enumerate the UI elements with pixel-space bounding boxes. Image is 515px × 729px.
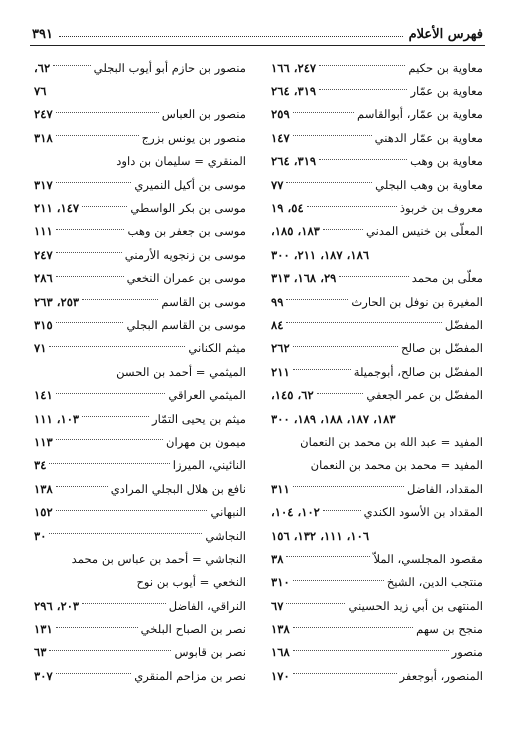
index-entry: [271, 617, 483, 640]
leader-dots: [323, 510, 361, 511]
leader-dots: [319, 89, 407, 90]
entry-name: الميثمي العراقي: [168, 388, 246, 403]
entry-name: المنتهى بن أبي زيد الحسيني: [348, 598, 483, 613]
leader-dots: [293, 369, 351, 370]
entry-pages: ١٣١: [34, 622, 53, 637]
entry-name: المنقري = سليمان بن داود: [116, 154, 246, 169]
index-entry: [271, 664, 483, 687]
index-entry: [34, 173, 246, 196]
entry-pages: ٣١٥: [34, 317, 53, 332]
index-entry: [271, 500, 483, 523]
entry-pages: ١١١: [34, 224, 53, 239]
entry-name: المفضّل بن صالح: [401, 341, 483, 356]
index-entry: [34, 150, 246, 173]
index-entry: [34, 126, 246, 149]
leader-dots: [49, 346, 185, 347]
entry-name: نصر بن الصباح البلخي: [140, 622, 246, 637]
entry-pages: ٦٢، ١٤٥،: [271, 388, 314, 403]
leader-dots: [286, 322, 441, 323]
index-entry: [271, 196, 483, 219]
leader-dots: [56, 252, 122, 253]
leader-dots: [286, 556, 370, 557]
entry-name: النراقي، الفاضل: [168, 598, 246, 613]
leader-dots: [317, 393, 364, 394]
entry-name: موسى بن زنجويه الأرمني: [124, 247, 246, 262]
index-entry: [34, 56, 246, 79]
index-entry: [34, 547, 246, 570]
leader-dots: [82, 603, 166, 604]
leader-dots: [56, 135, 139, 136]
entry-pages: ٢١١: [271, 364, 290, 379]
entry-name: مقصود المجلسي، الملاّ: [373, 551, 483, 566]
entry-name: المنصور، أبوجعفر: [399, 668, 483, 683]
entry-name: المعلّى بن خنيس المدني: [365, 224, 483, 239]
entry-name: موسى بن أكيل النميري: [134, 177, 246, 192]
index-entry: [34, 407, 246, 430]
entry-pages: ٩٩: [271, 294, 284, 309]
leader-dots: [293, 112, 354, 113]
entry-pages: ١٤١: [34, 388, 53, 403]
entry-pages: ٦٢،: [34, 60, 51, 75]
index-entry: [34, 290, 246, 313]
leader-dots: [323, 229, 363, 230]
entry-name: المفضّل: [444, 317, 483, 332]
entry-pages: ٣١٩، ٢٦٤: [271, 154, 317, 169]
index-entry: [34, 641, 246, 664]
entry-name: ميثم الكناني: [188, 341, 246, 356]
index-entry: [271, 103, 483, 126]
entry-pages: ٢٤٧: [34, 107, 53, 122]
index-entry: [34, 383, 246, 406]
entry-name: منصور بن العباس: [161, 107, 246, 122]
entry-name: منصور بن حازم أبو أيوب البجلي: [93, 60, 246, 75]
entry-name: الميثمي = أحمد بن الحسن: [116, 364, 246, 379]
entry-pages: ١٠٢، ١٠٤،: [271, 505, 320, 520]
leader-dots: [49, 533, 202, 534]
index-entry: [271, 126, 483, 149]
index-entry: [34, 103, 246, 126]
index-entry: [34, 360, 246, 383]
index-entry: [34, 524, 246, 547]
index-entry: [271, 290, 483, 313]
leader-dots: [56, 673, 132, 674]
leader-dots: [293, 627, 413, 628]
leader-dots: [56, 112, 159, 113]
index-entry: [34, 571, 246, 594]
leader-dots: [319, 65, 405, 66]
leader-dots: [56, 393, 166, 394]
entry-pages: ٧٧: [271, 177, 284, 192]
leader-dots: [293, 673, 397, 674]
entry-name: النبهاني: [210, 505, 246, 520]
entry-pages: ٦٣: [34, 645, 47, 660]
entry-pages: ٣١٧: [34, 177, 53, 192]
entry-name: موسى بن بكر الواسطي: [130, 201, 246, 216]
leader-dots: [49, 650, 171, 651]
index-entry: [34, 617, 246, 640]
leader-dots: [56, 322, 124, 323]
entry-pages: ٣٠٧: [34, 668, 53, 683]
index-entry: [34, 454, 246, 477]
entry-pages: ١٧٠: [271, 668, 290, 683]
entry-name: موسى بن جعفر بن وهب: [127, 224, 246, 239]
entry-name: موسى بن القاسم: [161, 294, 246, 309]
entry-name: المقداد بن الأسود الكندي: [363, 505, 483, 520]
index-column-left: [34, 56, 246, 688]
index-entry: [271, 79, 483, 102]
entry-name: النجاشي: [205, 528, 246, 543]
entry-pages: ٥٤، ١٩: [271, 201, 304, 216]
index-entry: [271, 477, 483, 500]
entry-pages: ٢٦٢: [271, 341, 290, 356]
index-column-right: [271, 56, 483, 688]
leader-dots: [293, 486, 404, 487]
entry-pages-continued: ٧٦: [34, 84, 47, 99]
entry-pages: ١٦٨: [271, 645, 290, 660]
entry-name: معاوية بن عمّار، أبوالقاسم: [357, 107, 483, 122]
entry-pages: ١٥٢: [34, 505, 53, 520]
entry-name: المفضّل بن عمر الجعفي: [366, 388, 483, 403]
entry-pages: ١٣٨: [34, 481, 53, 496]
leader-dots: [339, 276, 408, 277]
entry-name: ميثم بن يحيى التمّار: [152, 411, 246, 426]
header-rule: [30, 45, 485, 46]
leader-dots: [56, 439, 163, 440]
index-entry: [271, 337, 483, 360]
index-entry: [34, 79, 246, 102]
entry-pages: ١١٣: [34, 434, 53, 449]
index-entry: [34, 196, 246, 219]
index-entry: [271, 267, 483, 290]
entry-name: معروف بن خربوذ: [399, 201, 483, 216]
leader-dots: [82, 299, 158, 300]
entry-name: المفضّل بن صالح، أبوجميلة: [353, 364, 483, 379]
index-entry: [34, 220, 246, 243]
entry-name: النخعي = أيوب بن نوح: [136, 575, 246, 590]
index-entry: [34, 500, 246, 523]
entry-pages: ٣١١: [271, 481, 290, 496]
index-entry: [271, 173, 483, 196]
index-entry: [271, 56, 483, 79]
index-entry: [271, 407, 483, 430]
entry-pages: ٢٥٩: [271, 107, 290, 122]
leader-dots: [49, 463, 169, 464]
page-header: [32, 20, 483, 42]
entry-pages: ٢٤٧، ١٦٦: [271, 60, 317, 75]
entry-pages: ٣٠: [34, 528, 47, 543]
index-entry: [271, 220, 483, 243]
leader-dots: [293, 135, 372, 136]
leader-dots: [293, 580, 384, 581]
leader-dots: [56, 627, 138, 628]
leader-dots: [307, 206, 397, 207]
entry-pages: ٧١: [34, 341, 47, 356]
entry-pages: ١٣٨: [271, 622, 290, 637]
leader-dots: [286, 182, 372, 183]
entry-pages-continued: ١٨٣، ١٨٧، ١٨٨، ١٨٩، ٣٠٠: [271, 411, 396, 426]
entry-name: معلّى بن محمد: [411, 271, 483, 286]
entry-pages: ٢٨٦: [34, 271, 53, 286]
entry-pages: ٣١٩، ٢٦٤: [271, 84, 317, 99]
index-entry: [34, 337, 246, 360]
index-entry: [271, 430, 483, 453]
entry-name: النائيني، الميرزا: [172, 458, 246, 473]
index-entry: [271, 383, 483, 406]
entry-pages: ٦٧: [271, 598, 284, 613]
entry-pages: ١٨٣، ١٨٥،: [271, 224, 320, 239]
entry-name: معاوية بن حكيم: [408, 60, 483, 75]
leader-dots: [319, 159, 407, 160]
entry-name: النجاشي = أحمد بن عباس بن محمد: [71, 551, 246, 566]
entry-pages-continued: ١٨٦، ١٨٧، ٢١١، ٣٠٠: [271, 247, 370, 262]
entry-pages: ٣١٨: [34, 130, 53, 145]
index-entry: [34, 594, 246, 617]
entry-name: منجح بن سهم: [416, 622, 483, 637]
leader-dots: [56, 510, 208, 511]
entry-pages-continued: ١٠٦، ١١١، ١٣٢، ١٥٦: [271, 528, 370, 543]
index-entry: [34, 267, 246, 290]
entry-pages: ٢٩، ١٦٨، ٣١٣: [271, 271, 337, 286]
entry-name: موسى بن القاسم البجلي: [126, 317, 246, 332]
leader-dots: [53, 65, 90, 66]
entry-name: معاوية بن عمّار: [410, 84, 483, 99]
index-entry: [271, 571, 483, 594]
entry-pages: ٣٨: [271, 551, 284, 566]
entry-name: نصر بن قابوس: [174, 645, 246, 660]
leader-dots: [293, 650, 449, 651]
entry-pages: ١٤٧، ٢١١: [34, 201, 80, 216]
index-entry: [271, 150, 483, 173]
index-entry: [34, 477, 246, 500]
entry-pages: ٣٤: [34, 458, 47, 473]
index-entry: [34, 313, 246, 336]
index-entry: [34, 430, 246, 453]
page-number: ٣٩١: [32, 27, 53, 42]
index-entry: [34, 243, 246, 266]
index-entry: [271, 547, 483, 570]
entry-name: المفيد = عبد الله بن محمد بن النعمان: [300, 434, 483, 449]
index-entry: [271, 524, 483, 547]
leader-dots: [286, 603, 345, 604]
entry-name: منصور بن يونس بزرج: [141, 130, 246, 145]
entry-name: ميمون بن مهران: [165, 434, 246, 449]
leader-dots: [82, 206, 127, 207]
header-title: فهرس الأعلام: [408, 27, 483, 42]
entry-name: منتجب الدين، الشيخ: [386, 575, 483, 590]
index-entry: [271, 313, 483, 336]
entry-pages: ٢٥٣، ٢٦٣: [34, 294, 80, 309]
entry-pages: ١٠٣، ١١١: [34, 411, 80, 426]
leader-dots: [56, 229, 125, 230]
index-entry: [271, 641, 483, 664]
leader-dots: [56, 182, 132, 183]
index-entry: [271, 594, 483, 617]
entry-name: نصر بن مزاحم المنقري: [134, 668, 246, 683]
entry-name: منصور: [451, 645, 483, 660]
entry-name: معاوية بن وهب: [410, 154, 483, 169]
header-leader-dots: [59, 36, 403, 37]
entry-pages: ٣١٠: [271, 575, 290, 590]
index-entry: [271, 454, 483, 477]
entry-name: المفيد = محمد بن محمد بن النعمان: [310, 458, 483, 473]
leader-dots: [286, 299, 348, 300]
entry-name: معاوية بن عمّار الدهني: [374, 130, 483, 145]
leader-dots: [56, 486, 108, 487]
entry-pages: ٢٤٧: [34, 247, 53, 262]
entry-name: المغيرة بن نوفل بن الحارث: [351, 294, 483, 309]
leader-dots: [293, 346, 398, 347]
entry-name: نافع بن هلال البجلي المرادي: [110, 481, 246, 496]
index-entry: [271, 243, 483, 266]
entry-name: المقداد، الفاضل: [407, 481, 483, 496]
leader-dots: [56, 276, 124, 277]
entry-name: معاوية بن وهب البجلي: [375, 177, 483, 192]
index-entry: [34, 664, 246, 687]
entry-pages: ٢٠٣، ٢٩٦: [34, 598, 80, 613]
entry-pages: ١٤٧: [271, 130, 290, 145]
index-entry: [271, 360, 483, 383]
entry-pages: ٨٤: [271, 317, 284, 332]
leader-dots: [82, 416, 149, 417]
entry-name: موسى بن عمران النخعي: [126, 271, 246, 286]
